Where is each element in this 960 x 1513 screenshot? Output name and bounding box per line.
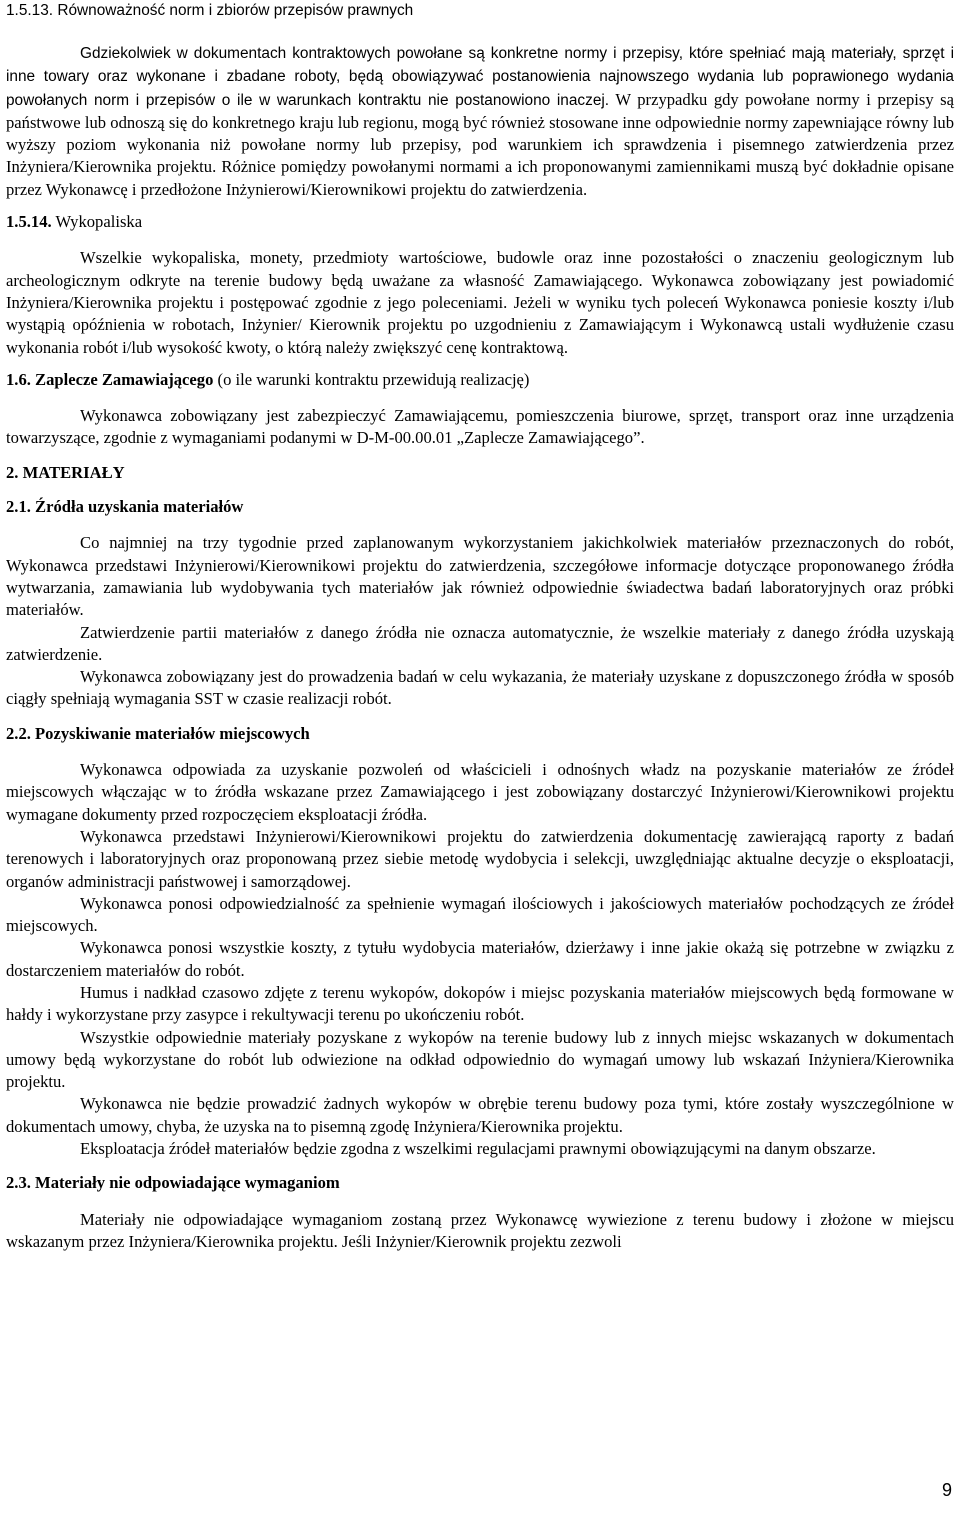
- paragraph-local-8: Eksploatacja źródeł materiałów będzie zgodna z wszelkimi regulacjami prawnymi obowiązującymi na danym obszarze.: [80, 1139, 876, 1159]
- paragraph-local-7: Wykonawca nie będzie prowadzić żadnych wykopów w obrębie terenu budowy poza tymi, które zostały wyszczególnione w dokumentach umowy, chyba, że uzyska na to pisemną zgodę Inżyniera/Kierownika projektu.: [6, 1094, 954, 1136]
- section-title: Źródła uzyskania materiałów: [35, 497, 244, 517]
- section-title: MATERIAŁY: [22, 462, 125, 482]
- document-page: [6, 0, 954, 1253]
- paragraph-local-6: Wszystkie odpowiednie materiały pozyskane z wykopów na terenie budowy lub z innych miejsc wskazanych w dokumentach umowy będą wykorzystane do robót lub odwiezione na odkład odpowiednio do wymagań umowy lub wskazań Inżyniera/Kierownika projektu.: [6, 1027, 954, 1092]
- paragraph-text-sans: Gdziekolwiek w dokumentach kontraktowych powołane są konkretne normy i przepisy, które spełniać mają materiały, sprzęt i inne towary oraz wykonane i zbadane roboty, będą obowiązywać postanowienia najnowszego wydania lub poprawionego wydania powołanych norm i przepisów o ile w warunkach kontraktu nie postanowiono inaczej.: [6, 45, 954, 109]
- section-number: 2.2.: [6, 723, 31, 743]
- section-heading-1-6: [6, 369, 954, 391]
- section-heading-2-2: [6, 723, 954, 745]
- paragraph-local-2: Wykonawca przedstawi Inżynierowi/Kierownikowi projektu do zatwierdzenia dokumentację zawierającą raporty z badań terenowych i laboratoryjnych oraz proponowaną przez siebie metodę wydobycia i selekcji, uwzględniając aktualne decyzje o eksploatacji, organów administracji państwowej i samorządowej.: [6, 826, 954, 891]
- section-title: Równoważność norm i zbiorów przepisów prawnych: [57, 2, 414, 19]
- section-heading-1-5-13: [6, 0, 954, 22]
- paragraph-text: W przypadku gdy powołane normy i przepisy są państwowe lub odnoszą się do konkretnego kraju lub regionu, mogą być również stosowane inne odpowiednie normy zapewniające równy lub wyższy poziom wykonania niż powołane normy lub przepisy, pod warunkiem ich sprawdzenia i pisemnego zatwierdzenia przez Inżyniera/Kierownika projektu.: [6, 89, 954, 177]
- paragraph-local-5: Humus i nadkład czasowo zdjęte z terenu wykopów, dokopów i miejsc pozyskania materiałów miejscowych będą formowane w hałdy i wykorzystane przy zasypce i rekultywacji terenu po ukończeniu robót.: [6, 982, 954, 1025]
- section-number: 2.: [6, 462, 19, 482]
- section-title: Wykopaliska: [55, 212, 143, 232]
- section-heading-2-3: [6, 1172, 954, 1194]
- section-heading-2: [6, 462, 954, 484]
- section-number: 2.3.: [6, 1173, 31, 1193]
- paragraph-facilities: Wykonawca zobowiązany jest zabezpieczyć Zamawiającemu, pomieszczenia biurowe, sprzęt, transport oraz inne urządzenia towarzyszące, zgodnie z wymaganiami podanymi w D-M-00.00.01 „Zaplecze Zamawiającego”.: [6, 406, 954, 448]
- paragraph-local-3: Wykonawca ponosi odpowiedzialność za spełnienie wymagań ilościowych i jakościowych materiałów pochodzących ze źródeł miejscowych.: [6, 893, 954, 936]
- paragraph-local-1: Wykonawca odpowiada za uzyskanie pozwoleń od właścicieli i odnośnych władz na pozyskanie materiałów ze źródeł miejscowych włączając w to źródła wskazane przez Zamawiającego i jest zobowiązany dostarczyć Inżynierowi/Kierownikowi projektu wymagane dokumenty przed rozpoczęciem eksploatacji źródła.: [6, 760, 954, 824]
- section-number: 1.5.14.: [6, 212, 52, 232]
- paragraph-equivalence: [6, 42, 954, 201]
- section-title: Pozyskiwanie materiałów miejscowych: [35, 723, 310, 743]
- section-title: Zaplecze Zamawiającego: [35, 369, 214, 389]
- section-title: Materiały nie odpowiadające wymaganiom: [35, 1173, 340, 1193]
- paragraph-excavations: Wszelkie wykopaliska, monety, przedmioty wartościowe, budowle oraz inne pozostałości o znaczeniu geologicznym lub archeologicznym odkryte na terenie budowy będą uważane za własność Zamawiającego. Wykonawca zobowiązany jest powiadomić Inżyniera/Kierownika projektu i postępować zgodnie z jego poleceniami. Jeżeli w wyniku tych poleceń Wykonawca poniesie koszty i/lub wystąpią opóźnienia w robotach, Inżynier/ Kierownik projektu po uzgodnieniu z Zamawiającym i Wykonawcą ustali wydłużenie czasu wykonania robót i/lub wysokość kwoty, o którą należy zwiększyć cenę kontraktową.: [6, 248, 954, 357]
- section-number: 1.5.13.: [6, 2, 54, 19]
- section-heading-2-1: [6, 496, 954, 518]
- paragraph-sources-2: Zatwierdzenie partii materiałów z danego źródła nie oznacza automatycznie, że wszelkie materiały z danego źródła uzyskają zatwierdzenie.: [6, 622, 954, 664]
- section-number: 2.1.: [6, 497, 31, 517]
- paragraph-local-4: Wykonawca ponosi wszystkie koszty, z tytułu wydobycia materiałów, dzierżawy i inne jakie okażą się potrzebne w związku z dostarczeniem materiałów do robót.: [6, 938, 954, 980]
- paragraph-sources-1: Co najmniej na trzy tygodnie przed zaplanowanym wykorzystaniem jakichkolwiek materiałów przeznaczonych do robót, Wykonawca przedstawi Inżynierowi/Kierownikowi projektu do zatwierdzenia, szczegółowe informacje dotyczące proponowanego źródła wytwarzania, zamawiania lub wydobywania tych materiałów jak również odpowiednie świadectwa badań laboratoryjnych oraz próbki materiałów.: [6, 533, 954, 620]
- paragraph-text-tail: Różnice pomiędzy powołanymi normami a ich proponowanymi zamiennikami muszą być dokładnie opisane przez Wykonawcę i przedłożone Inżynierowi/Kierownikowi projektu do zatwierdzenia.: [6, 157, 954, 199]
- paragraph-sources-3: Wykonawca zobowiązany jest do prowadzenia badań w celu wykazania, że materiały uzyskane z dopuszczonego źródła w sposób ciągły spełniają wymagania SST w czasie realizacji robót.: [6, 667, 954, 709]
- section-number: 1.6.: [6, 369, 31, 389]
- paragraph-nonconforming-1: Materiały nie odpowiadające wymaganiom zostaną przez Wykonawcę wywiezione z terenu budowy i złożone w miejscu wskazanym przez Inżyniera/Kierownika projektu. Jeśli Inżynier/Kierownik projektu zezwoli: [6, 1209, 954, 1251]
- section-note: (o ile warunki kontraktu przewidują realizację): [213, 369, 530, 389]
- page-number: 9: [941, 1480, 952, 1500]
- section-heading-1-5-14: [6, 211, 954, 233]
